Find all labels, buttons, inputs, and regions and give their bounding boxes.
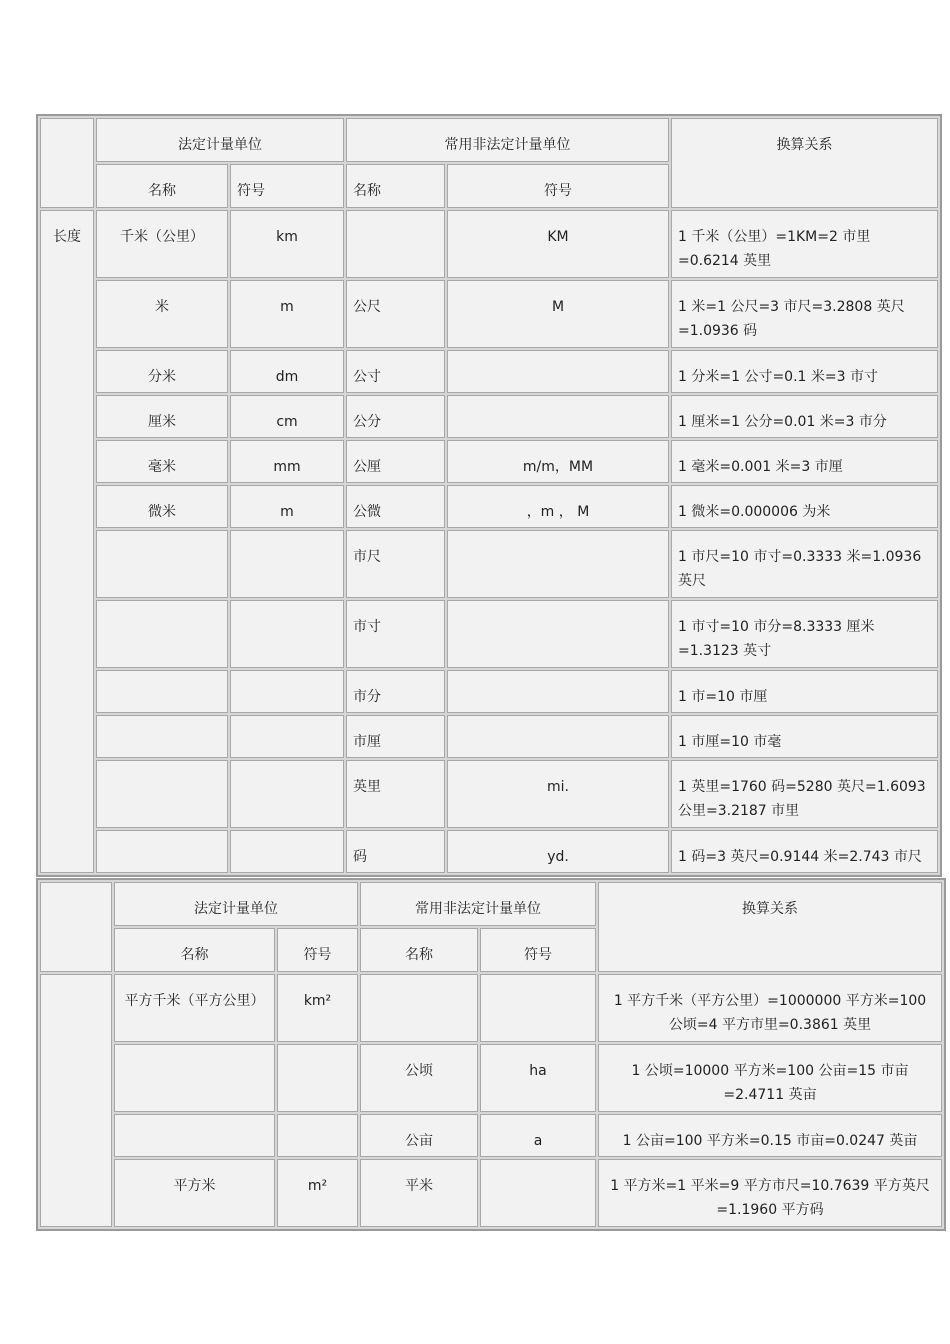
legal-name-cell xyxy=(114,1044,275,1112)
common-symbol-cell: yd. xyxy=(447,830,669,873)
common-symbol-cell xyxy=(447,530,669,598)
legal-symbol-cell: mm xyxy=(230,440,344,483)
common-name-cell: 公厘 xyxy=(346,440,445,483)
legal-name-cell: 平方千米（平方公里） xyxy=(114,974,275,1042)
table-row xyxy=(40,395,938,438)
corner-cell xyxy=(40,882,112,972)
common-name-cell: 码 xyxy=(346,830,445,873)
table-row xyxy=(40,974,942,1042)
conversion-cell: 1 英里=1760 码=5280 英尺=1.6093 公里=3.2187 市里 xyxy=(671,760,938,828)
header-conversion: 换算关系 xyxy=(598,882,942,972)
common-symbol-cell xyxy=(447,670,669,713)
table-row xyxy=(40,830,938,873)
legal-symbol-cell xyxy=(230,530,344,598)
table-row xyxy=(40,530,938,598)
legal-name-cell xyxy=(114,1114,275,1157)
legal-symbol-cell xyxy=(230,670,344,713)
header-legal-unit: 法定计量单位 xyxy=(114,882,358,926)
table-row xyxy=(40,1159,942,1227)
common-name-cell: 公寸 xyxy=(346,350,445,393)
common-name-cell: 市厘 xyxy=(346,715,445,758)
conversion-cell: 1 市尺=10 市寸=0.3333 米=1.0936 英尺 xyxy=(671,530,938,598)
area-conversion-table xyxy=(36,878,946,1231)
common-symbol-cell: ，m ， M xyxy=(447,485,669,528)
common-symbol-cell xyxy=(447,395,669,438)
common-name-cell: 公微 xyxy=(346,485,445,528)
conversion-cell: 1 市=10 市厘 xyxy=(671,670,938,713)
header-common-symbol: 符号 xyxy=(447,164,669,208)
header-common-symbol: 符号 xyxy=(480,928,596,972)
length-conversion-table xyxy=(36,114,942,877)
table-row xyxy=(40,600,938,668)
common-symbol-cell xyxy=(447,600,669,668)
conversion-cell: 1 码=3 英尺=0.9144 米=2.743 市尺 xyxy=(671,830,938,873)
conversion-cell: 1 公亩=100 平方米=0.15 市亩=0.0247 英亩 xyxy=(598,1114,942,1157)
common-symbol-cell xyxy=(447,350,669,393)
common-name-cell: 公顷 xyxy=(360,1044,478,1112)
header-name: 名称 xyxy=(96,164,228,208)
conversion-cell: 1 米=1 公尺=3 市尺=3.2808 英尺=1.0936 码 xyxy=(671,280,938,348)
legal-name-cell xyxy=(96,760,228,828)
legal-symbol-cell xyxy=(230,760,344,828)
common-name-cell: 市寸 xyxy=(346,600,445,668)
table-row xyxy=(40,715,938,758)
table-row xyxy=(40,280,938,348)
table-row xyxy=(40,440,938,483)
legal-name-cell: 厘米 xyxy=(96,395,228,438)
legal-symbol-cell: dm xyxy=(230,350,344,393)
legal-name-cell xyxy=(96,830,228,873)
legal-symbol-cell xyxy=(230,830,344,873)
conversion-cell: 1 厘米=1 公分=0.01 米=3 市分 xyxy=(671,395,938,438)
corner-cell xyxy=(40,118,94,208)
table-row xyxy=(40,670,938,713)
common-symbol-cell: M xyxy=(447,280,669,348)
header-common-name: 名称 xyxy=(346,164,445,208)
category-cell xyxy=(40,974,112,1227)
conversion-cell: 1 微米=0.000006 为米 xyxy=(671,485,938,528)
common-name-cell xyxy=(360,974,478,1042)
legal-name-cell: 米 xyxy=(96,280,228,348)
table-row xyxy=(40,760,938,828)
table-row xyxy=(40,485,938,528)
header-symbol: 符号 xyxy=(277,928,358,972)
legal-name-cell xyxy=(96,670,228,713)
legal-symbol-cell: km² xyxy=(277,974,358,1042)
common-name-cell: 平米 xyxy=(360,1159,478,1227)
common-name-cell: 公亩 xyxy=(360,1114,478,1157)
common-name-cell: 公分 xyxy=(346,395,445,438)
common-name-cell: 市尺 xyxy=(346,530,445,598)
legal-name-cell xyxy=(96,600,228,668)
common-name-cell: 公尺 xyxy=(346,280,445,348)
header-conversion: 换算关系 xyxy=(671,118,938,208)
common-symbol-cell: m/m，MM xyxy=(447,440,669,483)
legal-name-cell xyxy=(96,530,228,598)
common-symbol-cell: KM xyxy=(447,210,669,278)
common-symbol-cell xyxy=(480,974,596,1042)
legal-symbol-cell: cm xyxy=(230,395,344,438)
conversion-cell: 1 毫米=0.001 米=3 市厘 xyxy=(671,440,938,483)
conversion-cell: 1 市寸=10 市分=8.3333 厘米=1.3123 英寸 xyxy=(671,600,938,668)
legal-symbol-cell xyxy=(230,715,344,758)
header-common-unit: 常用非法定计量单位 xyxy=(346,118,669,162)
conversion-cell: 1 市厘=10 市毫 xyxy=(671,715,938,758)
common-symbol-cell: ha xyxy=(480,1044,596,1112)
table-row xyxy=(40,210,938,278)
table-row xyxy=(40,1114,942,1157)
legal-symbol-cell xyxy=(277,1114,358,1157)
legal-symbol-cell: m xyxy=(230,280,344,348)
header-common-name: 名称 xyxy=(360,928,478,972)
conversion-cell: 1 平方米=1 平米=9 平方市尺=10.7639 平方英尺=1.1960 平方码 xyxy=(598,1159,942,1227)
legal-symbol-cell: m xyxy=(230,485,344,528)
header-name: 名称 xyxy=(114,928,275,972)
legal-symbol-cell xyxy=(230,600,344,668)
header-common-unit: 常用非法定计量单位 xyxy=(360,882,596,926)
legal-symbol-cell xyxy=(277,1044,358,1112)
common-name-cell xyxy=(346,210,445,278)
conversion-cell: 1 千米（公里）=1KM=2 市里=0.6214 英里 xyxy=(671,210,938,278)
category-cell: 长度 xyxy=(40,210,94,873)
conversion-cell: 1 公顷=10000 平方米=100 公亩=15 市亩=2.4711 英亩 xyxy=(598,1044,942,1112)
legal-name-cell: 千米（公里） xyxy=(96,210,228,278)
conversion-cell: 1 分米=1 公寸=0.1 米=3 市寸 xyxy=(671,350,938,393)
legal-name-cell: 平方米 xyxy=(114,1159,275,1227)
legal-name-cell xyxy=(96,715,228,758)
common-name-cell: 市分 xyxy=(346,670,445,713)
legal-name-cell: 分米 xyxy=(96,350,228,393)
header-symbol: 符号 xyxy=(230,164,344,208)
common-name-cell: 英里 xyxy=(346,760,445,828)
table-row xyxy=(40,350,938,393)
common-symbol-cell xyxy=(447,715,669,758)
legal-name-cell: 微米 xyxy=(96,485,228,528)
common-symbol-cell: a xyxy=(480,1114,596,1157)
conversion-cell: 1 平方千米（平方公里）=1000000 平方米=100 公顷=4 平方市里=0.3861 英里 xyxy=(598,974,942,1042)
table-row xyxy=(40,1044,942,1112)
common-symbol-cell xyxy=(480,1159,596,1227)
legal-symbol-cell: m² xyxy=(277,1159,358,1227)
common-symbol-cell: mi. xyxy=(447,760,669,828)
legal-symbol-cell: km xyxy=(230,210,344,278)
header-legal-unit: 法定计量单位 xyxy=(96,118,344,162)
legal-name-cell: 毫米 xyxy=(96,440,228,483)
